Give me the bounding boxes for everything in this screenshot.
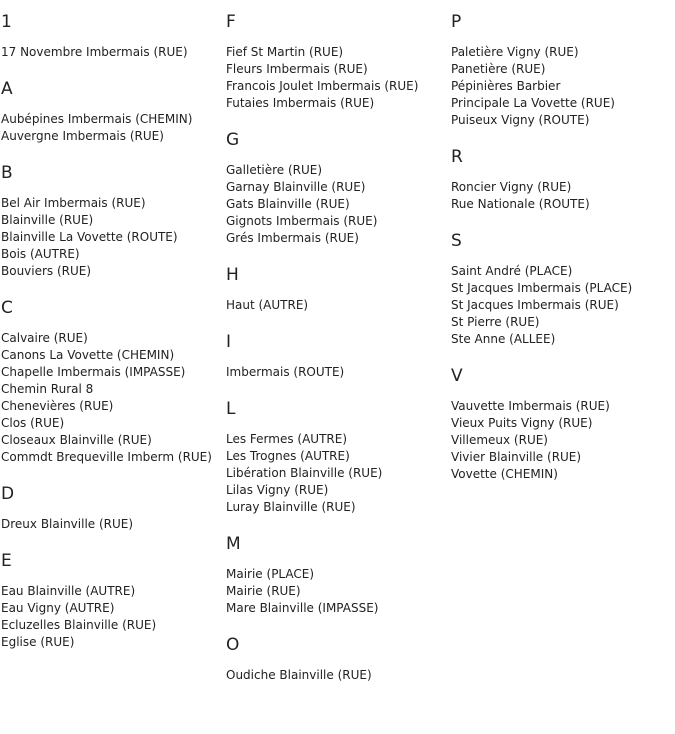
street-link[interactable]: Fief St Martin (RUE)	[226, 45, 344, 59]
letter-section	[451, 147, 673, 213]
street-link[interactable]: Dreux Blainville (RUE)	[1, 517, 134, 531]
street-link[interactable]: Bel Air Imbermais (RUE)	[1, 196, 146, 210]
street-link[interactable]: Imbermais (ROUTE)	[226, 365, 345, 379]
street-link[interactable]: Les Fermes (AUTRE)	[226, 432, 348, 446]
street-link[interactable]: Grés Imbermais (RUE)	[226, 231, 359, 245]
letter-section	[1, 298, 223, 466]
street-link[interactable]: Vieux Puits Vigny (RUE)	[451, 416, 593, 430]
street-link[interactable]: Mairie (PLACE)	[226, 567, 315, 581]
letter-section	[451, 12, 673, 129]
section-letter-heading: H	[226, 265, 239, 285]
street-link[interactable]: Haut (AUTRE)	[226, 298, 309, 312]
street-link[interactable]: Eglise (RUE)	[1, 635, 75, 649]
street-link[interactable]: 17 Novembre Imbermais (RUE)	[1, 45, 188, 59]
street-link[interactable]: Lilas Vigny (RUE)	[226, 483, 329, 497]
street-link[interactable]: Eau Vigny (AUTRE)	[1, 601, 115, 615]
letter-section	[226, 534, 448, 617]
street-list	[226, 364, 448, 381]
letter-section	[1, 12, 223, 61]
section-letter-heading: C	[1, 298, 13, 318]
street-link[interactable]: Garnay Blainville (RUE)	[226, 180, 366, 194]
street-link[interactable]: Mairie (RUE)	[226, 584, 301, 598]
letter-section	[451, 231, 673, 348]
section-letter-heading: P	[451, 12, 462, 32]
section-letter-heading: B	[1, 163, 13, 183]
street-link[interactable]: Pépinières Barbier	[451, 79, 561, 93]
letter-section	[226, 332, 448, 381]
letter-section	[451, 366, 673, 483]
street-link[interactable]: Closeaux Blainville (RUE)	[1, 433, 152, 447]
street-link[interactable]: Francois Joulet Imbermais (RUE)	[226, 79, 419, 93]
street-list	[226, 162, 448, 247]
street-link[interactable]: Roncier Vigny (RUE)	[451, 180, 572, 194]
street-link[interactable]: Blainville La Vovette (ROUTE)	[1, 230, 178, 244]
street-link[interactable]: Rue Nationale (ROUTE)	[451, 197, 590, 211]
street-list	[1, 111, 223, 145]
street-link[interactable]: Clos (RUE)	[1, 416, 65, 430]
street-link[interactable]: St Jacques Imbermais (RUE)	[451, 298, 619, 312]
street-link[interactable]: Luray Blainville (RUE)	[226, 500, 356, 514]
street-link[interactable]: Chemin Rural 8	[1, 382, 94, 396]
street-link[interactable]: Paletière Vigny (RUE)	[451, 45, 579, 59]
street-link[interactable]: Fleurs Imbermais (RUE)	[226, 62, 368, 76]
street-link[interactable]: Gignots Imbermais (RUE)	[226, 214, 378, 228]
section-letter-heading: R	[451, 147, 463, 167]
section-letter-heading: L	[226, 399, 236, 419]
index-column-3	[451, 12, 673, 501]
street-list	[451, 179, 673, 213]
street-link[interactable]: Panetière (RUE)	[451, 62, 546, 76]
section-letter-heading: A	[1, 79, 13, 99]
letter-section	[226, 12, 448, 112]
street-link[interactable]: Vauvette Imbermais (RUE)	[451, 399, 610, 413]
street-list	[1, 516, 223, 533]
street-list	[451, 398, 673, 483]
section-letter-heading: V	[451, 366, 463, 386]
street-list	[451, 263, 673, 348]
section-letter-heading: 1	[1, 12, 12, 32]
street-link[interactable]: Chapelle Imbermais (IMPASSE)	[1, 365, 186, 379]
street-link[interactable]: St Jacques Imbermais (PLACE)	[451, 281, 633, 295]
street-link[interactable]: Saint André (PLACE)	[451, 264, 573, 278]
street-link[interactable]: Auvergne Imbermais (RUE)	[1, 129, 164, 143]
letter-section	[1, 163, 223, 280]
street-link[interactable]: Vivier Blainville (RUE)	[451, 450, 582, 464]
street-link[interactable]: Bois (AUTRE)	[1, 247, 80, 261]
letter-section	[226, 265, 448, 314]
section-letter-heading: I	[226, 332, 232, 352]
street-link[interactable]: Eau Blainville (AUTRE)	[1, 584, 136, 598]
street-list	[451, 44, 673, 129]
street-link[interactable]: Oudiche Blainville (RUE)	[226, 668, 372, 682]
street-link[interactable]: Libération Blainville (RUE)	[226, 466, 383, 480]
letter-section	[226, 399, 448, 516]
street-list	[1, 44, 223, 61]
index-column-2	[226, 12, 448, 702]
street-list	[1, 583, 223, 651]
street-link[interactable]: Calvaire (RUE)	[1, 331, 88, 345]
street-link[interactable]: Aubépines Imbermais (CHEMIN)	[1, 112, 193, 126]
street-list	[1, 330, 223, 466]
section-letter-heading: O	[226, 635, 240, 655]
street-link[interactable]: Ecluzelles Blainville (RUE)	[1, 618, 157, 632]
section-letter-heading: S	[451, 231, 462, 251]
street-list	[226, 667, 448, 684]
street-link[interactable]: Vovette (CHEMIN)	[451, 467, 558, 481]
section-letter-heading: D	[1, 484, 15, 504]
letter-section	[1, 79, 223, 145]
street-link[interactable]: Ste Anne (ALLEE)	[451, 332, 556, 346]
street-list	[226, 297, 448, 314]
section-letter-heading: M	[226, 534, 241, 554]
street-list	[226, 431, 448, 516]
street-link[interactable]: Blainville (RUE)	[1, 213, 94, 227]
street-list	[1, 195, 223, 280]
street-link[interactable]: Bouviers (RUE)	[1, 264, 92, 278]
section-letter-heading: F	[226, 12, 236, 32]
section-letter-heading: G	[226, 130, 240, 150]
street-link[interactable]: Commdt Brequeville Imberm (RUE)	[1, 450, 212, 464]
street-list	[226, 566, 448, 617]
street-link[interactable]: Mare Blainville (IMPASSE)	[226, 601, 379, 615]
street-link[interactable]: Futaies Imbermais (RUE)	[226, 96, 375, 110]
street-link[interactable]: Gats Blainville (RUE)	[226, 197, 350, 211]
street-link[interactable]: St Pierre (RUE)	[451, 315, 540, 329]
street-link[interactable]: Puiseux Vigny (ROUTE)	[451, 113, 590, 127]
letter-section	[226, 635, 448, 684]
index-column-1	[1, 12, 223, 669]
street-link[interactable]: Galletière (RUE)	[226, 163, 323, 177]
street-link[interactable]: Les Trognes (AUTRE)	[226, 449, 350, 463]
letter-section	[1, 484, 223, 533]
street-link[interactable]: Canons La Vovette (CHEMIN)	[1, 348, 175, 362]
street-link[interactable]: Principale La Vovette (RUE)	[451, 96, 615, 110]
street-link[interactable]: Chenevières (RUE)	[1, 399, 114, 413]
street-link[interactable]: Villemeux (RUE)	[451, 433, 548, 447]
letter-section	[226, 130, 448, 247]
street-list	[226, 44, 448, 112]
letter-section	[1, 551, 223, 651]
section-letter-heading: E	[1, 551, 12, 571]
